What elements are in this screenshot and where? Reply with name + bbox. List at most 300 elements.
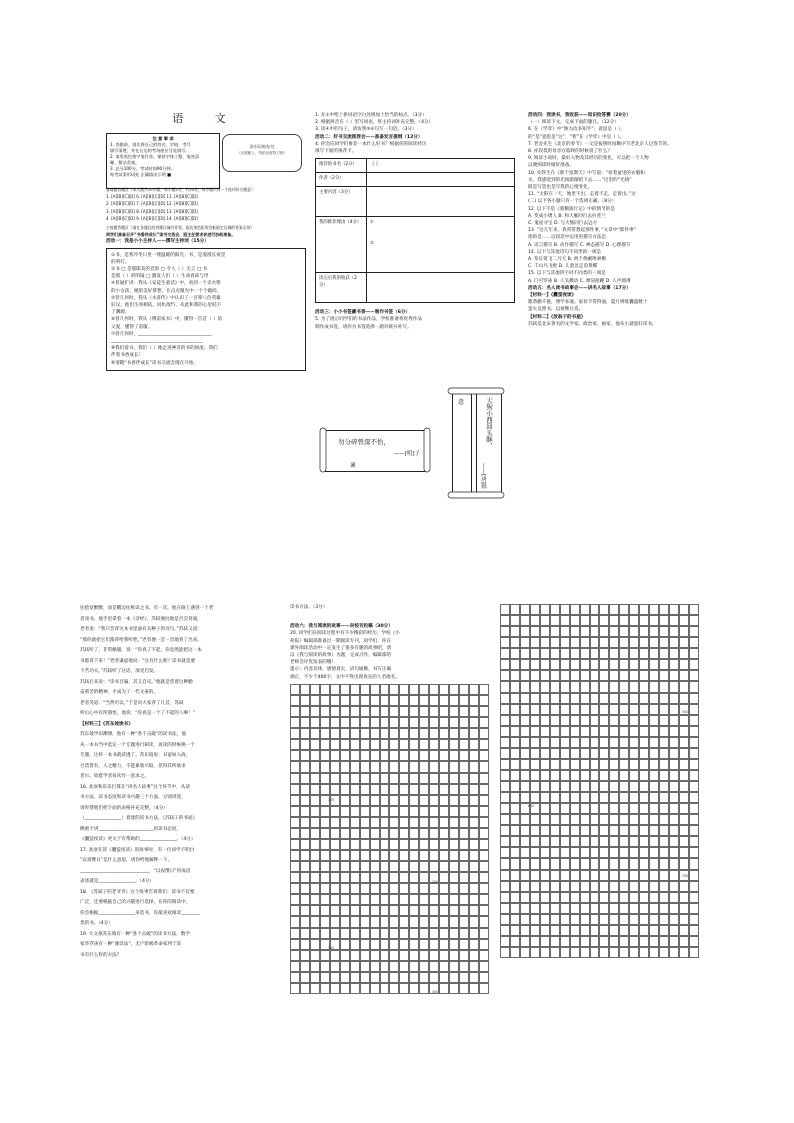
grid-cell[interactable] xyxy=(649,914,659,925)
grid-cell[interactable] xyxy=(689,659,699,670)
grid-cell[interactable] xyxy=(360,839,370,850)
grid-cell[interactable] xyxy=(669,648,679,659)
grid-cell[interactable] xyxy=(639,892,649,903)
grid-cell[interactable] xyxy=(659,659,669,670)
grid-cell[interactable] xyxy=(619,936,629,947)
grid-cell[interactable] xyxy=(570,903,580,914)
grid-cell[interactable] xyxy=(639,604,649,615)
grid-cell[interactable] xyxy=(599,670,609,681)
grid-cell[interactable] xyxy=(619,615,629,626)
grid-cell[interactable] xyxy=(550,704,560,715)
grid-cell[interactable] xyxy=(500,881,510,892)
grid-cell[interactable] xyxy=(649,659,659,670)
grid-cell[interactable] xyxy=(330,905,340,916)
grid-cell[interactable] xyxy=(290,939,300,950)
grid-cell[interactable] xyxy=(290,872,300,883)
grid-cell[interactable] xyxy=(429,717,439,728)
grid-cell[interactable] xyxy=(429,806,439,817)
grid-cell[interactable] xyxy=(300,872,310,883)
grid-cell[interactable] xyxy=(669,681,679,692)
grid-cell[interactable] xyxy=(649,936,659,947)
grid-cell[interactable] xyxy=(639,803,649,814)
grid-cell[interactable] xyxy=(419,861,429,872)
grid-cell[interactable] xyxy=(520,825,530,836)
grid-cell[interactable] xyxy=(639,870,649,881)
grid-cell[interactable] xyxy=(570,770,580,781)
grid-cell[interactable] xyxy=(520,659,530,670)
grid-cell[interactable] xyxy=(649,792,659,803)
grid-cell[interactable] xyxy=(409,784,419,795)
grid-cell[interactable] xyxy=(370,905,380,916)
grid-cell[interactable] xyxy=(599,903,609,914)
grid-cell[interactable] xyxy=(510,637,520,648)
grid-cell[interactable] xyxy=(500,770,510,781)
grid-cell[interactable] xyxy=(500,892,510,903)
grid-cell[interactable] xyxy=(580,759,590,770)
grid-cell[interactable] xyxy=(360,795,370,806)
grid-cell[interactable] xyxy=(669,825,679,836)
grid-cell[interactable] xyxy=(300,983,310,994)
grid-cell[interactable] xyxy=(639,748,649,759)
grid-cell[interactable] xyxy=(619,737,629,748)
grid-cell[interactable] xyxy=(550,825,560,836)
grid-cell[interactable] xyxy=(689,681,699,692)
grid-cell[interactable] xyxy=(520,726,530,737)
grid-cell[interactable] xyxy=(560,836,570,847)
grid-cell[interactable] xyxy=(669,737,679,748)
grid-cell[interactable] xyxy=(629,715,639,726)
grid-cell[interactable] xyxy=(530,737,540,748)
grid-cell[interactable] xyxy=(320,872,330,883)
grid-cell[interactable] xyxy=(380,739,390,750)
grid-cell[interactable] xyxy=(469,928,479,939)
grid-cell[interactable] xyxy=(500,870,510,881)
grid-cell[interactable] xyxy=(619,626,629,637)
grid-cell[interactable] xyxy=(449,983,459,994)
grid-cell[interactable] xyxy=(580,936,590,947)
grid-cell[interactable] xyxy=(310,916,320,927)
grid-cell[interactable] xyxy=(669,814,679,825)
grid-cell[interactable] xyxy=(370,717,380,728)
grid-cell[interactable] xyxy=(590,637,600,648)
grid-cell[interactable] xyxy=(639,770,649,781)
grid-cell[interactable] xyxy=(649,670,659,681)
grid-cell[interactable] xyxy=(530,903,540,914)
grid-cell[interactable] xyxy=(419,828,429,839)
grid-cell[interactable] xyxy=(320,750,330,761)
grid-cell[interactable] xyxy=(619,715,629,726)
grid-cell[interactable] xyxy=(629,670,639,681)
grid-cell[interactable] xyxy=(540,693,550,704)
grid-cell[interactable] xyxy=(429,961,439,972)
grid-cell[interactable] xyxy=(530,814,540,825)
grid-cell[interactable] xyxy=(380,773,390,784)
grid-cell[interactable] xyxy=(419,894,429,905)
grid-cell[interactable] xyxy=(560,759,570,770)
grid-cell[interactable] xyxy=(320,894,330,905)
grid-cell[interactable] xyxy=(320,850,330,861)
grid-cell[interactable] xyxy=(300,850,310,861)
grid-cell[interactable] xyxy=(290,950,300,961)
grid-cell[interactable] xyxy=(360,706,370,717)
grid-cell[interactable] xyxy=(609,770,619,781)
grid-cell[interactable] xyxy=(520,836,530,847)
grid-cell[interactable] xyxy=(540,881,550,892)
grid-cell[interactable] xyxy=(689,715,699,726)
grid-cell[interactable] xyxy=(340,773,350,784)
grid-cell[interactable] xyxy=(300,961,310,972)
grid-cell[interactable] xyxy=(389,795,399,806)
grid-cell[interactable] xyxy=(479,795,489,806)
grid-cell[interactable] xyxy=(530,681,540,692)
grid-cell[interactable] xyxy=(360,861,370,872)
grid-cell[interactable] xyxy=(350,850,360,861)
grid-cell[interactable] xyxy=(590,947,600,958)
grid-cell[interactable] xyxy=(590,936,600,947)
grid-cell[interactable] xyxy=(599,936,609,947)
grid-cell[interactable] xyxy=(439,939,449,950)
grid-cell[interactable] xyxy=(370,839,380,850)
grid-cell[interactable] xyxy=(500,659,510,670)
grid-cell[interactable] xyxy=(340,728,350,739)
grid-cell[interactable] xyxy=(520,792,530,803)
grid-cell[interactable] xyxy=(689,781,699,792)
grid-cell[interactable] xyxy=(409,828,419,839)
grid-cell[interactable] xyxy=(449,894,459,905)
grid-cell[interactable] xyxy=(599,648,609,659)
grid-cell[interactable] xyxy=(649,726,659,737)
grid-cell[interactable] xyxy=(659,648,669,659)
grid-cell[interactable] xyxy=(669,836,679,847)
grid-cell[interactable] xyxy=(570,759,580,770)
grid-cell[interactable] xyxy=(479,950,489,961)
grid-cell[interactable] xyxy=(560,604,570,615)
grid-cell[interactable] xyxy=(639,947,649,958)
grid-cell[interactable] xyxy=(310,983,320,994)
grid-cell[interactable] xyxy=(689,803,699,814)
grid-cell[interactable] xyxy=(689,726,699,737)
grid-cell[interactable] xyxy=(449,717,459,728)
grid-cell[interactable] xyxy=(530,892,540,903)
grid-cell[interactable] xyxy=(679,726,689,737)
grid-cell[interactable] xyxy=(689,604,699,615)
grid-cell[interactable] xyxy=(570,892,580,903)
grid-cell[interactable] xyxy=(290,905,300,916)
grid-cell[interactable] xyxy=(370,950,380,961)
grid-cell[interactable] xyxy=(659,781,669,792)
grid-cell[interactable] xyxy=(649,604,659,615)
grid-cell[interactable] xyxy=(570,792,580,803)
grid-cell[interactable] xyxy=(520,770,530,781)
grid-cell[interactable] xyxy=(649,947,659,958)
grid-cell[interactable] xyxy=(510,847,520,858)
grid-cell[interactable] xyxy=(419,839,429,850)
grid-cell[interactable] xyxy=(419,717,429,728)
grid-cell[interactable] xyxy=(389,905,399,916)
grid-cell[interactable] xyxy=(639,825,649,836)
grid-cell[interactable] xyxy=(310,872,320,883)
grid-cell[interactable] xyxy=(550,648,560,659)
grid-cell[interactable] xyxy=(360,828,370,839)
grid-cell[interactable] xyxy=(459,972,469,983)
grid-cell[interactable] xyxy=(629,681,639,692)
grid-cell[interactable] xyxy=(609,659,619,670)
grid-cell[interactable] xyxy=(689,825,699,836)
grid-cell[interactable] xyxy=(310,939,320,950)
grid-cell[interactable] xyxy=(629,759,639,770)
grid-cell[interactable] xyxy=(409,850,419,861)
grid-cell[interactable] xyxy=(510,737,520,748)
grid-cell[interactable] xyxy=(590,659,600,670)
grid-cell[interactable] xyxy=(459,817,469,828)
grid-cell[interactable] xyxy=(659,870,669,881)
grid-cell[interactable] xyxy=(619,858,629,869)
grid-cell[interactable] xyxy=(380,883,390,894)
grid-cell[interactable] xyxy=(399,684,409,695)
grid-cell[interactable] xyxy=(409,806,419,817)
grid-cell[interactable] xyxy=(320,706,330,717)
grid-cell[interactable] xyxy=(350,773,360,784)
grid-cell[interactable] xyxy=(389,817,399,828)
grid-cell[interactable] xyxy=(300,928,310,939)
grid-cell[interactable] xyxy=(300,706,310,717)
grid-cell[interactable] xyxy=(469,916,479,927)
form-field-author[interactable] xyxy=(367,173,515,187)
grid-cell[interactable] xyxy=(399,795,409,806)
grid-cell[interactable] xyxy=(409,894,419,905)
grid-cell[interactable] xyxy=(560,792,570,803)
grid-cell[interactable] xyxy=(380,894,390,905)
grid-cell[interactable] xyxy=(659,936,669,947)
grid-cell[interactable] xyxy=(469,784,479,795)
grid-cell[interactable] xyxy=(380,828,390,839)
grid-cell[interactable] xyxy=(570,858,580,869)
grid-cell[interactable] xyxy=(590,814,600,825)
grid-cell[interactable] xyxy=(300,750,310,761)
grid-cell[interactable] xyxy=(459,950,469,961)
grid-cell[interactable] xyxy=(619,670,629,681)
grid-cell[interactable] xyxy=(580,858,590,869)
grid-cell[interactable] xyxy=(679,892,689,903)
grid-cell[interactable] xyxy=(639,903,649,914)
grid-cell[interactable] xyxy=(459,916,469,927)
grid-cell[interactable] xyxy=(590,903,600,914)
grid-cell[interactable] xyxy=(389,773,399,784)
grid-cell[interactable] xyxy=(429,728,439,739)
grid-cell[interactable] xyxy=(550,737,560,748)
grid-cell[interactable] xyxy=(479,861,489,872)
grid-cell[interactable] xyxy=(590,626,600,637)
grid-cell[interactable] xyxy=(570,947,580,958)
grid-cell[interactable] xyxy=(669,847,679,858)
grid-cell[interactable] xyxy=(570,881,580,892)
grid-cell[interactable] xyxy=(409,717,419,728)
grid-cell[interactable] xyxy=(479,695,489,706)
grid-cell[interactable] xyxy=(560,825,570,836)
grid-cell[interactable] xyxy=(370,795,380,806)
grid-cell[interactable] xyxy=(310,750,320,761)
grid-cell[interactable] xyxy=(570,648,580,659)
grid-cell[interactable] xyxy=(510,770,520,781)
grid-cell[interactable] xyxy=(609,604,619,615)
grid-cell[interactable] xyxy=(290,806,300,817)
grid-cell[interactable] xyxy=(360,728,370,739)
grid-cell[interactable] xyxy=(380,684,390,695)
grid-cell[interactable] xyxy=(409,795,419,806)
grid-cell[interactable] xyxy=(530,925,540,936)
grid-cell[interactable] xyxy=(520,881,530,892)
grid-cell[interactable] xyxy=(560,659,570,670)
grid-cell[interactable] xyxy=(520,615,530,626)
grid-cell[interactable] xyxy=(380,928,390,939)
grid-cell[interactable] xyxy=(409,739,419,750)
grid-cell[interactable] xyxy=(290,983,300,994)
grid-cell[interactable] xyxy=(659,914,669,925)
grid-cell[interactable] xyxy=(310,961,320,972)
grid-cell[interactable] xyxy=(679,748,689,759)
grid-cell[interactable] xyxy=(530,670,540,681)
grid-cell[interactable] xyxy=(659,681,669,692)
grid-cell[interactable] xyxy=(300,739,310,750)
grid-cell[interactable] xyxy=(360,773,370,784)
grid-cell[interactable] xyxy=(560,670,570,681)
grid-cell[interactable] xyxy=(659,626,669,637)
grid-cell[interactable] xyxy=(370,928,380,939)
grid-cell[interactable] xyxy=(459,861,469,872)
grid-cell[interactable] xyxy=(439,916,449,927)
grid-cell[interactable] xyxy=(609,836,619,847)
grid-cell[interactable] xyxy=(679,858,689,869)
grid-cell[interactable] xyxy=(389,939,399,950)
grid-cell[interactable] xyxy=(370,750,380,761)
grid-cell[interactable] xyxy=(429,850,439,861)
grid-cell[interactable] xyxy=(679,626,689,637)
grid-cell[interactable] xyxy=(570,914,580,925)
grid-cell[interactable] xyxy=(340,761,350,772)
grid-cell[interactable] xyxy=(510,659,520,670)
grid-cell[interactable] xyxy=(560,615,570,626)
grid-cell[interactable] xyxy=(560,814,570,825)
grid-cell[interactable] xyxy=(300,905,310,916)
grid-cell[interactable] xyxy=(639,670,649,681)
grid-cell[interactable] xyxy=(320,695,330,706)
grid-cell[interactable] xyxy=(370,983,380,994)
grid-cell[interactable] xyxy=(639,637,649,648)
grid-cell[interactable] xyxy=(550,858,560,869)
grid-cell[interactable] xyxy=(629,781,639,792)
grid-cell[interactable] xyxy=(649,748,659,759)
grid-cell[interactable] xyxy=(500,814,510,825)
grid-cell[interactable] xyxy=(399,894,409,905)
grid-cell[interactable] xyxy=(399,839,409,850)
grid-cell[interactable] xyxy=(479,894,489,905)
grid-cell[interactable] xyxy=(560,936,570,947)
grid-cell[interactable] xyxy=(360,761,370,772)
grid-cell[interactable] xyxy=(510,936,520,947)
grid-cell[interactable] xyxy=(649,814,659,825)
grid-cell[interactable] xyxy=(689,615,699,626)
grid-cell[interactable] xyxy=(679,648,689,659)
grid-cell[interactable] xyxy=(469,761,479,772)
grid-cell[interactable] xyxy=(340,750,350,761)
grid-cell[interactable] xyxy=(560,693,570,704)
grid-cell[interactable] xyxy=(399,717,409,728)
grid-cell[interactable] xyxy=(419,773,429,784)
grid-cell[interactable] xyxy=(619,792,629,803)
grid-cell[interactable] xyxy=(439,839,449,850)
grid-cell[interactable] xyxy=(419,795,429,806)
grid-cell[interactable] xyxy=(350,806,360,817)
grid-cell[interactable] xyxy=(619,803,629,814)
grid-cell[interactable] xyxy=(560,681,570,692)
grid-cell[interactable] xyxy=(479,972,489,983)
grid-cell[interactable] xyxy=(300,861,310,872)
grid-cell[interactable] xyxy=(590,825,600,836)
grid-cell[interactable] xyxy=(629,726,639,737)
grid-cell[interactable] xyxy=(590,693,600,704)
grid-cell[interactable] xyxy=(380,939,390,950)
grid-cell[interactable] xyxy=(389,883,399,894)
grid-cell[interactable] xyxy=(290,728,300,739)
grid-cell[interactable] xyxy=(629,792,639,803)
grid-cell[interactable] xyxy=(649,704,659,715)
grid-cell[interactable] xyxy=(409,983,419,994)
grid-cell[interactable] xyxy=(479,928,489,939)
grid-cell[interactable] xyxy=(629,615,639,626)
grid-cell[interactable] xyxy=(370,828,380,839)
grid-cell[interactable] xyxy=(479,806,489,817)
grid-cell[interactable] xyxy=(439,806,449,817)
grid-cell[interactable] xyxy=(570,814,580,825)
grid-cell[interactable] xyxy=(439,828,449,839)
grid-cell[interactable] xyxy=(290,750,300,761)
grid-cell[interactable] xyxy=(540,737,550,748)
grid-cell[interactable] xyxy=(479,916,489,927)
grid-cell[interactable] xyxy=(629,925,639,936)
grid-cell[interactable] xyxy=(469,894,479,905)
grid-cell[interactable] xyxy=(689,947,699,958)
grid-cell[interactable] xyxy=(639,759,649,770)
grid-cell[interactable] xyxy=(330,828,340,839)
grid-cell[interactable] xyxy=(669,637,679,648)
grid-cell[interactable] xyxy=(590,704,600,715)
grid-cell[interactable] xyxy=(609,825,619,836)
grid-cell[interactable] xyxy=(340,695,350,706)
grid-cell[interactable] xyxy=(590,858,600,869)
grid-cell[interactable] xyxy=(469,839,479,850)
grid-cell[interactable] xyxy=(599,715,609,726)
grid-cell[interactable] xyxy=(500,737,510,748)
grid-cell[interactable] xyxy=(639,659,649,670)
grid-cell[interactable] xyxy=(540,748,550,759)
grid-cell[interactable] xyxy=(570,681,580,692)
grid-cell[interactable] xyxy=(419,728,429,739)
grid-cell[interactable] xyxy=(439,872,449,883)
grid-cell[interactable] xyxy=(350,839,360,850)
grid-cell[interactable] xyxy=(360,850,370,861)
grid-cell[interactable] xyxy=(419,961,429,972)
grid-cell[interactable] xyxy=(419,928,429,939)
grid-cell[interactable] xyxy=(520,847,530,858)
grid-cell[interactable] xyxy=(360,872,370,883)
grid-cell[interactable] xyxy=(570,615,580,626)
grid-cell[interactable] xyxy=(659,759,669,770)
grid-cell[interactable] xyxy=(479,750,489,761)
grid-cell[interactable] xyxy=(399,905,409,916)
grid-cell[interactable] xyxy=(679,825,689,836)
grid-cell[interactable] xyxy=(619,947,629,958)
grid-cell[interactable] xyxy=(580,693,590,704)
